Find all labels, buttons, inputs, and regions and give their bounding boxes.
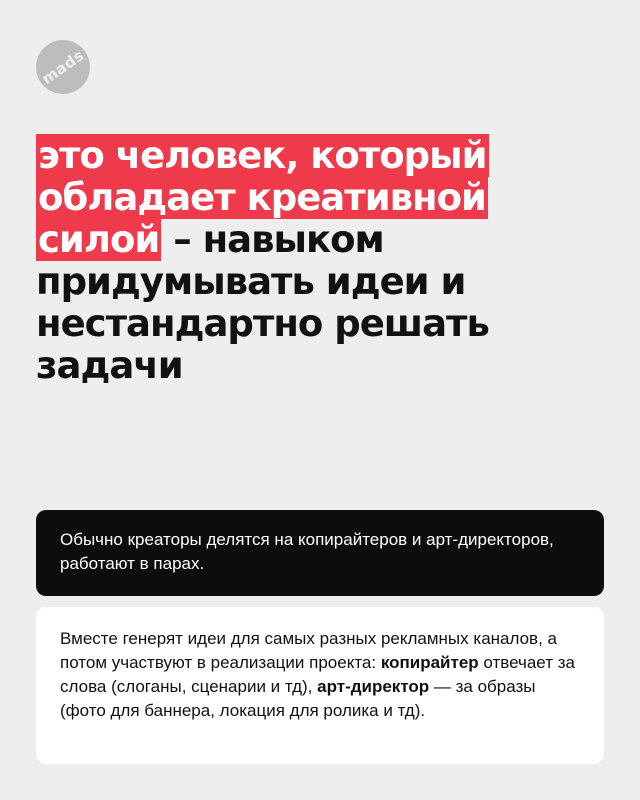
info-card-dark [36,510,604,596]
info-card-light-text [60,627,580,723]
headline [36,135,616,387]
info-card-dark-text: Обычно креаторы делятся на копирайтеров и арт-директоров, работают в парах. [60,530,554,573]
role-copywriter: копирайтер [380,653,479,672]
card-intro: Вместе генерят идеи для самых разных рекламных каналов, а потом участвуют в реализации проекта: [60,629,557,672]
role-copywriter-desc: отвечает за слова (слоганы, сценарии и тд), [60,653,575,696]
role-art-director: арт-директор [317,677,430,696]
headline-rest: – навыком придумывать идеи и нестандартно решать задачи [36,218,489,387]
role-art-director-desc: — за образы (фото для баннера, локация для ролика и тд). [60,677,536,720]
headline-highlight: это человек, который обладает креативной силой [38,134,487,261]
logo-text: mads [38,46,88,88]
mads-logo [25,29,100,104]
info-card-light [36,607,604,764]
